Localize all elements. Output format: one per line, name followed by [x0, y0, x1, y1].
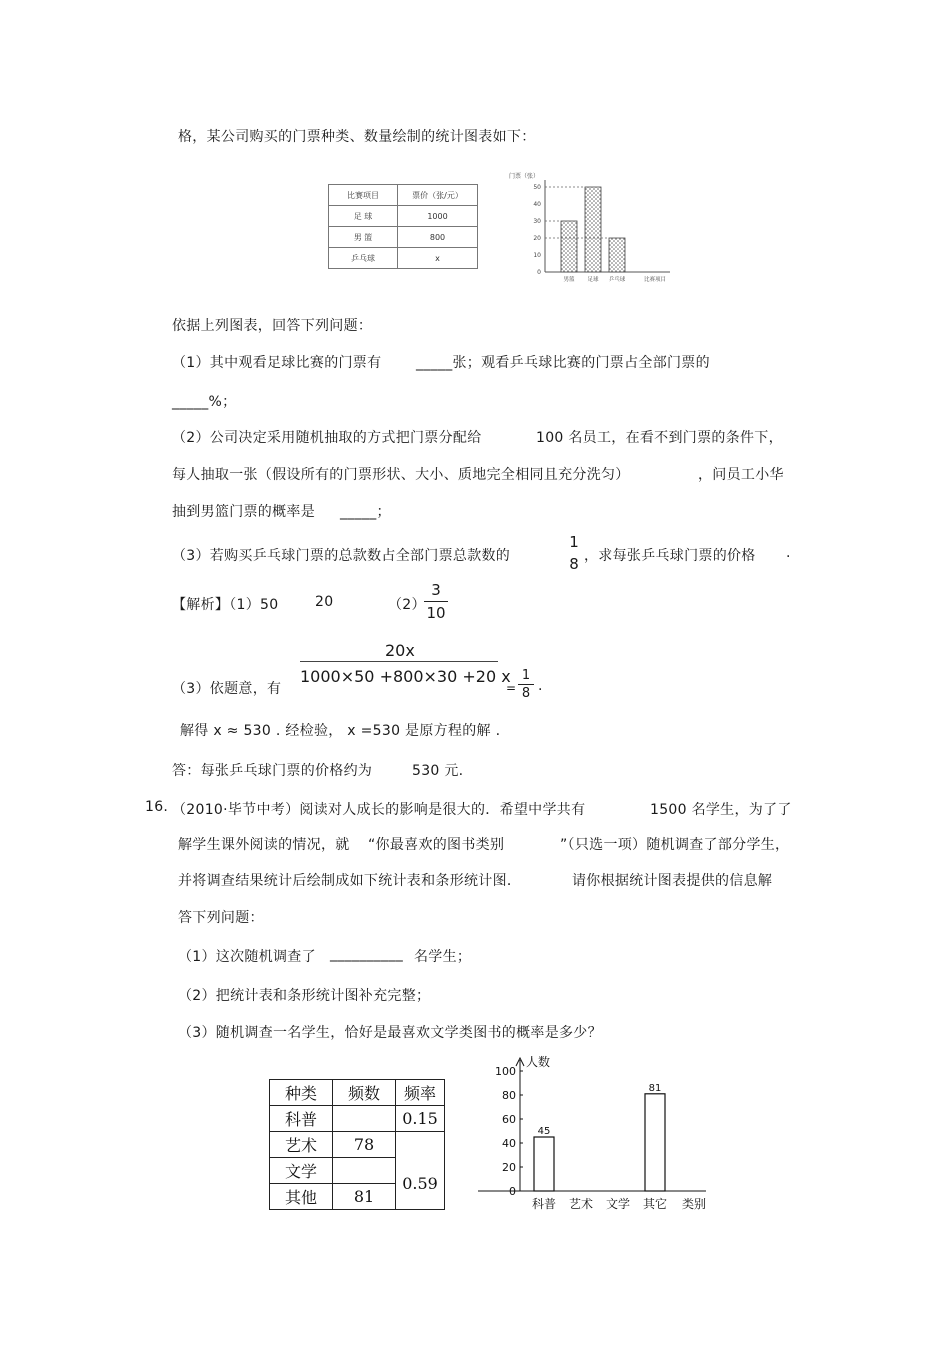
table-row: [270, 1132, 445, 1158]
x-tick-label: 足球: [587, 277, 599, 283]
bar-其它: [645, 1094, 665, 1191]
bar-乒乓球: [609, 238, 625, 272]
q16-line4: 答下列问题：: [178, 910, 264, 926]
y-axis-label: 人数: [526, 1055, 551, 1069]
x-tick-label: 科普: [531, 1197, 557, 1211]
reading-bar-chart: [478, 1052, 718, 1217]
table-header-cell: 频率: [396, 1080, 445, 1106]
answer-part1-b: 20: [315, 594, 334, 610]
q15-part3: （3）若购买乒乓球门票的总款数占全部门票总款数的: [172, 548, 511, 564]
table-cell: 800: [398, 227, 478, 248]
equation-prefix: （3）依题意，有: [172, 681, 282, 697]
fraction-denominator: 8: [569, 555, 579, 573]
y-tick-label: 60: [502, 1113, 516, 1126]
x-tick-label: 其它: [642, 1197, 668, 1211]
table-cell: 文学: [270, 1158, 333, 1184]
table-header-cell: 票价（张/元）: [398, 185, 478, 206]
fraction-three-tenths: [424, 581, 448, 622]
table-cell: 科普: [270, 1106, 333, 1132]
y-tick-label: 40: [502, 1137, 516, 1150]
q16-part1-blank: __________: [330, 946, 403, 962]
y-tick-label: 20: [533, 235, 541, 242]
y-tick-label: 0: [509, 1185, 516, 1198]
x-tick-label: 乒乓球: [608, 277, 626, 283]
y-tick-label: 10: [533, 252, 541, 259]
table-row: [329, 227, 478, 248]
table-header-row: [270, 1080, 445, 1106]
solution-line: 解得 x ≈ 530 . 经检验， x =530 是原方程的解 .: [180, 723, 501, 739]
q15-part1-blank: _____张；观看乒乓球比赛的门票占全部门票的: [416, 355, 710, 371]
q16-line2-c: ”（只选一项）随机调查了部分学生，: [560, 837, 790, 853]
q16-part2: （2）把统计表和条形统计图补充完整；: [178, 988, 431, 1004]
final-answer-value: 530 元.: [412, 763, 464, 779]
bar-足球: [585, 187, 601, 272]
y-tick-label: 40: [533, 201, 541, 208]
x-axis-label: 比赛项目: [643, 277, 667, 283]
fraction-numerator: 1: [569, 533, 579, 551]
table-row: [329, 248, 478, 269]
q16-part1-end: 名学生；: [414, 949, 472, 965]
q16-line3-a: 并将调查结果统计后绘制成如下统计表和条形统计图．: [178, 873, 522, 889]
q16-part1: （1）这次随机调查了: [178, 949, 316, 965]
bar-value-label: 81: [648, 1082, 662, 1094]
fraction-numerator: 3: [431, 581, 441, 599]
reading-frequency-table: [269, 1079, 445, 1210]
ticket-price-table: [328, 184, 478, 269]
q15-part2-b-end: ，问员工小华: [698, 467, 784, 483]
bar-value-label: 45: [537, 1126, 551, 1137]
table-row: [270, 1158, 445, 1184]
fraction-one-eighth: [565, 533, 583, 573]
bar-科普: [534, 1137, 554, 1191]
table-cell: 81: [333, 1184, 396, 1210]
q15-part1-a: （1）其中观看足球比赛的门票有: [172, 355, 382, 371]
q15-part2-c-blank: _____；: [340, 504, 391, 520]
y-axis-label: 门票（张）: [509, 173, 540, 180]
q16-number: 16.: [145, 799, 169, 815]
q15-part2-c: 抽到男篮门票的概率是: [172, 504, 315, 520]
y-tick-label: 50: [533, 184, 541, 191]
q16-line2-b: “你最喜欢的图书类别: [368, 837, 505, 853]
q16-part3: （3）随机调查一名学生，恰好是最喜欢文学类图书的概率是多少？: [178, 1025, 602, 1041]
x-tick-label: 艺术: [568, 1197, 594, 1211]
table-header-cell: 频数: [333, 1080, 396, 1106]
table-cell: [333, 1106, 396, 1132]
x-axis-label: 类别: [681, 1197, 707, 1211]
table-row: [329, 206, 478, 227]
fraction-bar: [424, 601, 448, 602]
fraction-denominator: 8: [521, 686, 531, 701]
y-tick-label: 30: [533, 218, 541, 225]
table-cell: 1000: [398, 206, 478, 227]
x-tick-label: 文学: [605, 1197, 631, 1211]
equation-equals: =: [506, 681, 517, 695]
table-cell: [333, 1158, 396, 1184]
equation-denominator: 1000×50 +800×30 +20 x: [300, 667, 511, 686]
y-tick-label: 100: [495, 1065, 516, 1078]
table-cell: 乒乓球: [329, 248, 398, 269]
q16-line1-a: （2010·毕节中考）阅读对人成长的影响是很大的．希望中学共有: [172, 802, 586, 818]
fraction-denominator: 10: [426, 604, 446, 622]
table-cell: 78: [333, 1132, 396, 1158]
y-tick-label: 0: [537, 269, 541, 276]
q15-part2-b: 每人抽取一张（假设所有的门票形状、大小、质地完全相同且充分洗匀）: [172, 467, 630, 483]
y-tick-label: 20: [502, 1161, 516, 1174]
q16-line1-b: 1500 名学生，为了了: [650, 802, 792, 818]
ticket-bar-chart: [505, 168, 675, 293]
q16-line2-a: 解学生课外阅读的情况，就: [178, 837, 350, 853]
q15-part3-dot: .: [786, 545, 791, 561]
equation-rhs-fraction: [518, 668, 534, 701]
bar-男篮: [561, 221, 577, 272]
q16-line3-b: 请你根据统计图表提供的信息解: [572, 873, 773, 889]
table-cell: [396, 1132, 445, 1158]
table-header-cell: 种类: [270, 1080, 333, 1106]
answer-part2: （2）: [388, 597, 426, 613]
table-cell: 男 篮: [329, 227, 398, 248]
q15-part2-num: 100 名员工，在看不到门票的条件下，: [536, 430, 783, 446]
q15-prompt: 依据上列图表，回答下列问题：: [172, 318, 373, 334]
table-cell: 0.15: [396, 1106, 445, 1132]
y-tick-label: 80: [502, 1089, 516, 1102]
table-row: [270, 1106, 445, 1132]
answer-part1: 【解析】（1）50: [172, 597, 279, 613]
final-answer: 答：每张乒乓球门票的价格约为: [172, 763, 373, 779]
table-header-row: [329, 185, 478, 206]
table-cell: 其他: [270, 1184, 333, 1210]
q15-part2-a: （2）公司决定采用随机抽取的方式把门票分配给: [172, 430, 482, 446]
q15-part3-end: ，求每张乒乓球门票的价格: [584, 548, 756, 564]
table-cell: x: [398, 248, 478, 269]
fraction-numerator: 1: [521, 668, 531, 683]
equation-fraction-bar: [300, 661, 498, 662]
equation-numerator: 20x: [385, 641, 415, 660]
table-cell: 足 球: [329, 206, 398, 227]
equation-dot: .: [538, 678, 543, 694]
fraction-bar: [518, 684, 534, 685]
table-header-cell: 比赛项目: [329, 185, 398, 206]
table-cell: 0.59: [396, 1158, 445, 1210]
x-tick-label: 男篮: [563, 277, 575, 283]
intro-line: 格，某公司购买的门票种类、数量绘制的统计图表如下：: [178, 129, 536, 145]
q15-part1-b: _____%；: [172, 394, 237, 410]
table-cell: 艺术: [270, 1132, 333, 1158]
